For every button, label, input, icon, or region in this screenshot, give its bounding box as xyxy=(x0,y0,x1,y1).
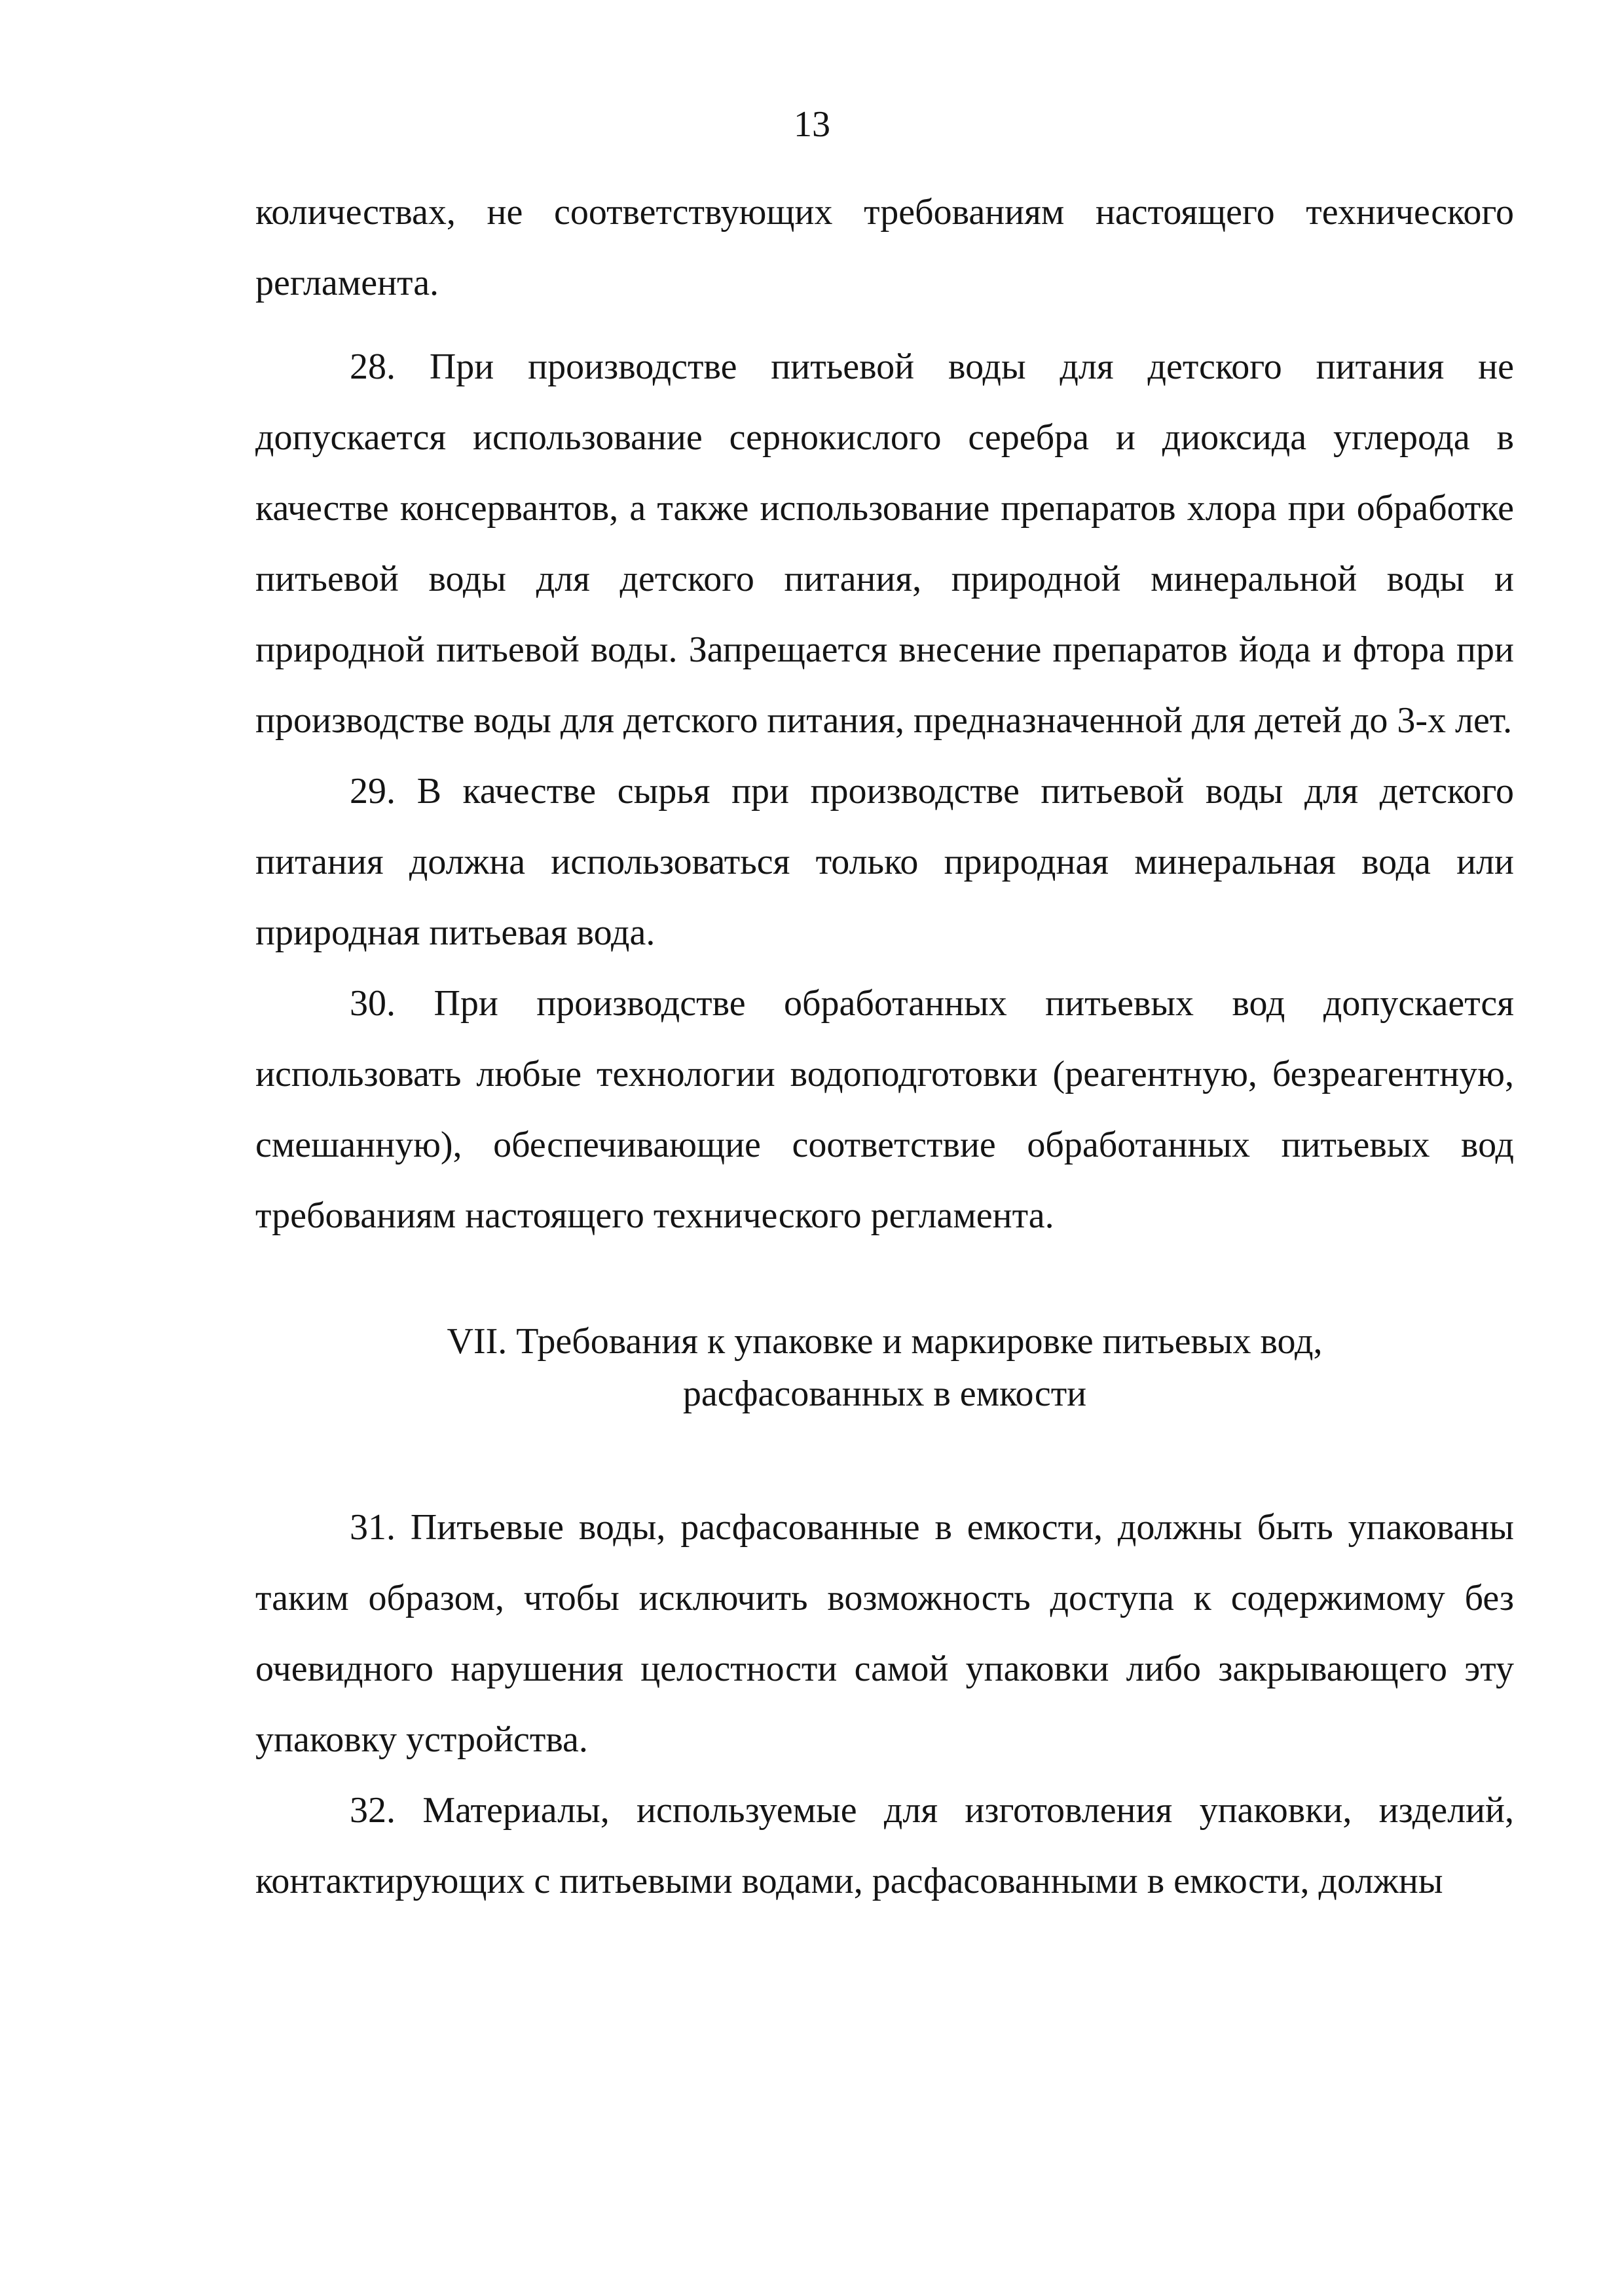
paragraph-32: 32. Материалы, используемые для изготовления упаковки, изделий, контактирующих с питьевыми водами, расфасованными в емкости, должны xyxy=(255,1790,1514,1901)
page-number: 13 xyxy=(794,104,830,145)
section-heading xyxy=(255,1315,1514,1420)
section-heading-line-1: VII. Требования к упаковке и маркировке питьевых вод, xyxy=(447,1321,1323,1362)
document-body xyxy=(255,177,1514,1916)
paragraph-continuation: количествах, не соответствующих требованиям настоящего технического регламента. xyxy=(255,192,1514,303)
paragraph-31: 31. Питьевые воды, расфасованные в емкости, должны быть упакованы таким образом, чтобы исключить возможность доступа к содержимому без очевидного нарушения целостности самой упаковки либо закрывающего эту упаковку устройства. xyxy=(255,1507,1514,1760)
paragraph-28: 28. При производстве питьевой воды для детского питания не допускается использование сернокислого серебра и диоксида углерода в качестве консервантов, а также использование препаратов хлора при обработке питьевой воды для детского питания, природной минеральной воды и природной питьевой воды. Запрещается внесение препаратов йода и фтора при производстве воды для детского питания, предназначенной для детей до 3-х лет. xyxy=(255,346,1514,741)
paragraph-29: 29. В качестве сырья при производстве питьевой воды для детского питания должна использоваться только природная минеральная вода или природная питьевая вода. xyxy=(255,771,1514,953)
paragraph-30: 30. При производстве обработанных питьевых вод допускается использовать любые технологии водоподготовки (реагентную, безреагентную, смешанную), обеспечивающие соответствие обработанных питьевых вод требованиям настоящего технического регламента. xyxy=(255,983,1514,1236)
section-heading-line-2: расфасованных в емкости xyxy=(682,1373,1087,1414)
